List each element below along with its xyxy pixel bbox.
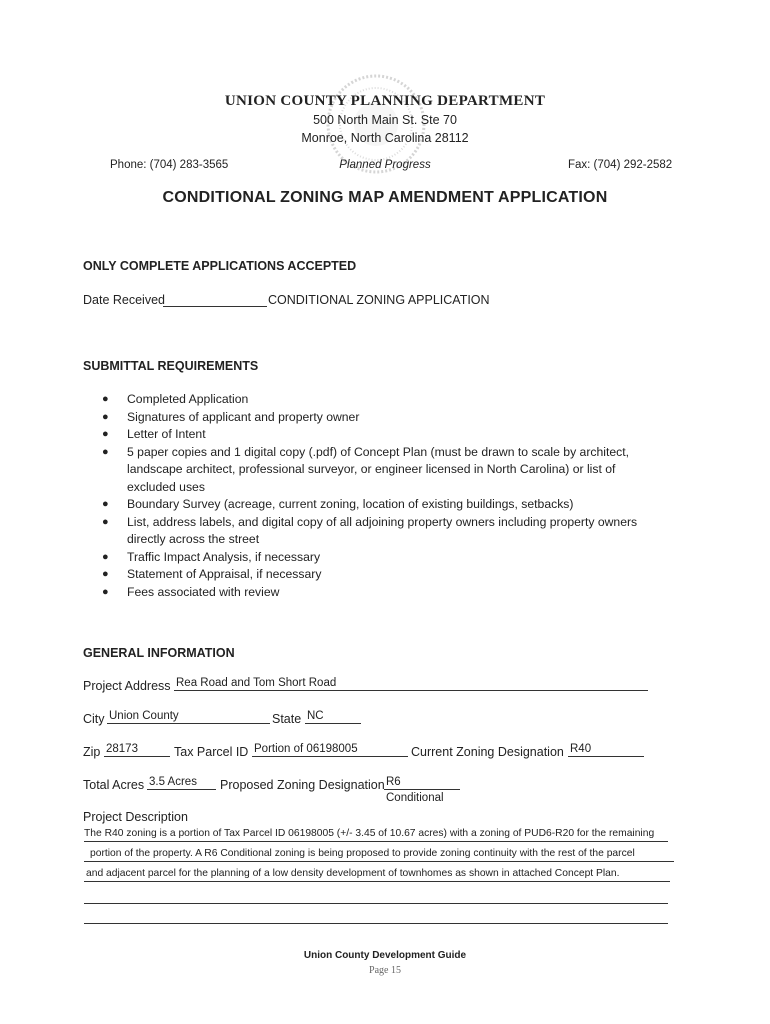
bullet-icon: ● [102, 445, 109, 458]
form-title: CONDITIONAL ZONING MAP AMENDMENT APPLICATION [162, 189, 608, 206]
requirement-text: Completed Application [127, 392, 249, 406]
zip-label: Zip [83, 745, 101, 759]
bullet-icon: ● [102, 550, 109, 563]
footer-guide-title: Union County Development Guide [303, 950, 467, 961]
city-label: City [83, 712, 105, 726]
requirement-text: 5 paper copies and 1 digital copy (.pdf) of Concept Plan (must be drawn to scale by architect, [127, 444, 629, 459]
requirement-item [102, 409, 682, 427]
state-field[interactable]: NC [305, 708, 361, 724]
bullet-icon: ● [102, 515, 109, 528]
requirement-text: Traffic Impact Analysis, if necessary [127, 549, 321, 564]
state-label: State [272, 712, 302, 726]
requirement-item [102, 514, 682, 549]
bullet-icon: ● [102, 585, 109, 598]
requirement-text: Boundary Survey (acreage, current zoning, location of existing buildings, setbacks) [127, 497, 574, 511]
project-description-line[interactable]: portion of the property. A R6 Conditional zoning is being proposed to provide zoning continuity with the rest of the parcel [84, 846, 674, 862]
project-description-line[interactable] [84, 908, 668, 924]
bullet-icon: ● [102, 393, 109, 405]
requirement-text: Fees associated with review [127, 584, 280, 599]
date-received-field[interactable] [163, 291, 267, 307]
project-description-line[interactable]: and adjacent parcel for the planning of a low density development of townhomes as shown in attached Concept Plan. [84, 866, 670, 882]
footer-page-number: Page 15 [369, 965, 401, 976]
phone-number: Phone: (704) 283-3565 [110, 159, 229, 171]
bullet-icon: ● [102, 498, 109, 510]
requirement-item [102, 566, 682, 584]
project-address-field[interactable]: Rea Road and Tom Short Road [174, 675, 648, 691]
tax-parcel-field[interactable]: Portion of 06198005 [252, 741, 408, 757]
requirement-item [102, 584, 682, 602]
requirement-text: Signatures of applicant and property owner [127, 409, 360, 424]
requirement-text: Letter of Intent [127, 427, 206, 441]
general-information-heading: GENERAL INFORMATION [83, 646, 235, 660]
project-description-line[interactable] [84, 888, 668, 904]
bullet-icon: ● [102, 568, 109, 580]
bullet-icon: ● [102, 428, 109, 440]
requirement-item [102, 496, 682, 514]
submittal-requirements-heading: SUBMITTAL REQUIREMENTS [83, 359, 259, 373]
requirement-text: directly across the street [127, 532, 260, 546]
address-line-2: Monroe, North Carolina 28112 [301, 131, 469, 145]
department-motto: Planned Progress [339, 159, 431, 171]
submittal-requirements-list [102, 391, 682, 601]
bullet-icon: ● [102, 410, 109, 423]
project-description-label: Project Description [83, 810, 188, 824]
proposed-zoning-field[interactable]: R6 Conditional [384, 774, 460, 790]
proposed-zoning-label: Proposed Zoning Designation [220, 778, 385, 792]
application-type: CONDITIONAL ZONING APPLICATION [268, 293, 490, 307]
current-zoning-field[interactable]: R40 [568, 741, 644, 757]
fax-number: Fax: (704) 292-2582 [568, 159, 673, 171]
requirement-item [102, 444, 682, 497]
complete-applications-notice: ONLY COMPLETE APPLICATIONS ACCEPTED [83, 259, 357, 273]
total-acres-label: Total Acres [83, 778, 145, 792]
tax-parcel-label: Tax Parcel ID [174, 745, 249, 759]
zip-field[interactable]: 28173 [104, 741, 170, 757]
total-acres-field[interactable]: 3.5 Acres [147, 774, 216, 790]
city-field[interactable]: Union County [107, 708, 270, 724]
project-description-line[interactable]: The R40 zoning is a portion of Tax Parcel ID 06198005 (+/- 3.45 of 10.67 acres) with a zoning of PUD6-R20 for the remaining [84, 826, 668, 842]
requirement-item [102, 549, 682, 567]
address-line-1: 500 North Main St. Ste 70 [313, 113, 457, 127]
requirement-item [102, 426, 682, 444]
requirement-text: Statement of Appraisal, if necessary [127, 567, 322, 581]
requirement-text: landscape architect, professional surveyor, or engineer licensed in North Carolina) or list of [127, 462, 616, 476]
requirement-text: excluded uses [127, 479, 205, 494]
requirement-item [102, 391, 682, 409]
project-address-label: Project Address [83, 679, 171, 693]
current-zoning-label: Current Zoning Designation [411, 745, 564, 759]
department-name: UNION COUNTY PLANNING DEPARTMENT [224, 93, 546, 109]
requirement-text: List, address labels, and digital copy of all adjoining property owners including property owners [127, 514, 638, 529]
date-received-label: Date Received [83, 293, 165, 307]
